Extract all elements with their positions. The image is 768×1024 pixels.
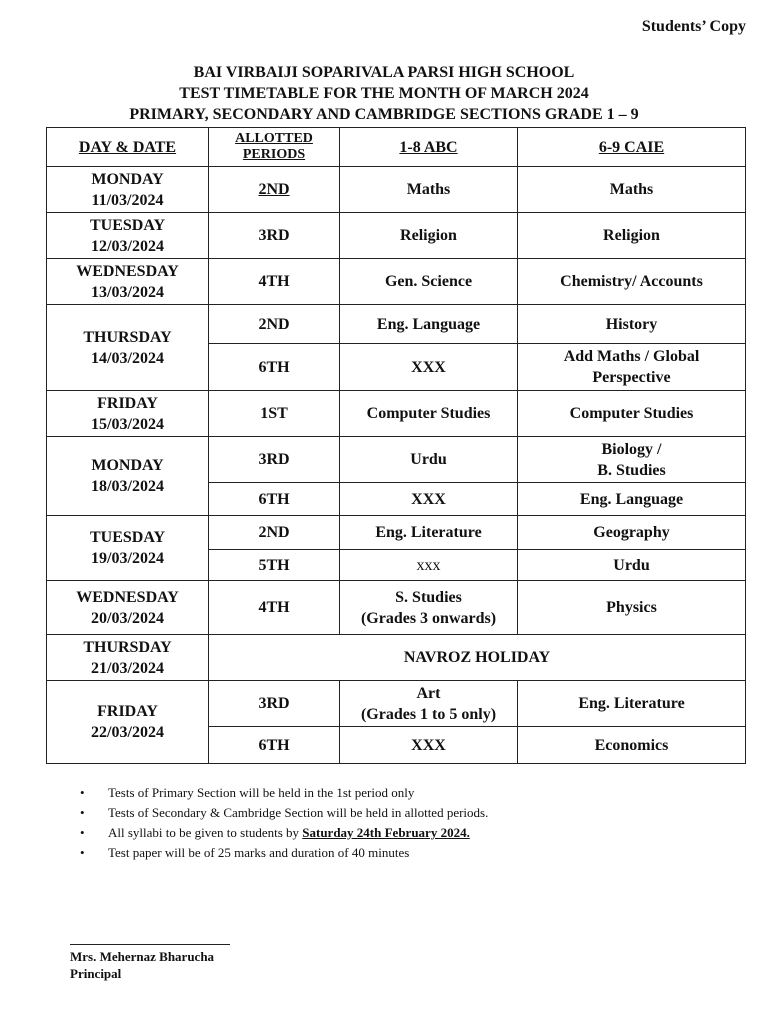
list-item: • Tests of Primary Section will be held in the 1st period only [80, 785, 415, 800]
abc-cell: Urdu [340, 437, 518, 483]
caie-cell: Chemistry/ Accounts [518, 259, 746, 305]
caie-cell: Computer Studies [518, 391, 746, 437]
day-cell: FRIDAY 15/03/2024 [47, 391, 209, 437]
day-cell: MONDAY 11/03/2024 [47, 167, 209, 213]
day-cell: WEDNESDAY 20/03/2024 [47, 581, 209, 635]
caie-cell: Biology / B. Studies [518, 437, 746, 483]
day-cell: TUESDAY 19/03/2024 [47, 516, 209, 581]
school-name: BAI VIRBAIJI SOPARIVALA PARSI HIGH SCHOOL [193, 64, 575, 81]
copy-label: Students’ Copy [641, 18, 746, 35]
caie-cell: Urdu [518, 550, 746, 581]
period-cell: 4TH [209, 259, 340, 305]
table-row [47, 259, 746, 305]
period-cell: 6TH [209, 344, 340, 391]
table-row [47, 391, 746, 437]
abc-cell: XXX [340, 344, 518, 391]
period-cell: 2ND [209, 516, 340, 550]
period-cell: 1ST [209, 391, 340, 437]
day-cell: MONDAY 18/03/2024 [47, 437, 209, 516]
list-item: • All syllabi to be given to students by Saturday 24th February 2024. [80, 825, 470, 840]
abc-cell: Eng. Literature [340, 516, 518, 550]
caie-cell: Economics [518, 727, 746, 764]
abc-cell: Art (Grades 1 to 5 only) [340, 681, 518, 727]
abc-cell: Eng. Language [340, 305, 518, 344]
caie-cell: Add Maths / Global Perspective [518, 344, 746, 391]
caie-cell: Maths [518, 167, 746, 213]
caie-cell: Eng. Language [518, 483, 746, 516]
period-cell: 6TH [209, 727, 340, 764]
table-row [47, 681, 746, 727]
signature-line [70, 944, 230, 945]
notes-list [80, 783, 488, 863]
caie-cell: Eng. Literature [518, 681, 746, 727]
day-cell: THURSDAY 14/03/2024 [47, 305, 209, 391]
table-row [47, 213, 746, 259]
table-row [47, 305, 746, 344]
list-item: • Test paper will be of 25 marks and duration of 40 minutes [80, 845, 410, 860]
col-header-periods: ALLOTTED PERIODS [209, 128, 340, 167]
table-row [47, 516, 746, 550]
principal-name: Mrs. Mehernaz Bharucha [70, 949, 215, 964]
abc-cell: S. Studies (Grades 3 onwards) [340, 581, 518, 635]
abc-cell: Maths [340, 167, 518, 213]
caie-cell: Physics [518, 581, 746, 635]
table-row [47, 581, 746, 635]
period-cell: 3RD [209, 437, 340, 483]
holiday-cell: NAVROZ HOLIDAY [209, 635, 746, 681]
day-cell: TUESDAY 12/03/2024 [47, 213, 209, 259]
timetable-title: TEST TIMETABLE FOR THE MONTH OF MARCH 2024 [179, 85, 589, 102]
principal-role: Principal [70, 966, 122, 981]
abc-cell: Gen. Science [340, 259, 518, 305]
abc-cell: XXX [340, 727, 518, 764]
caie-cell: Geography [518, 516, 746, 550]
table-row [47, 635, 746, 681]
table-header-row [47, 128, 746, 167]
period-cell: 6TH [209, 483, 340, 516]
col-header-day: DAY & DATE [47, 128, 209, 167]
day-cell: THURSDAY 21/03/2024 [47, 635, 209, 681]
period-cell: 3RD [209, 681, 340, 727]
caie-cell: History [518, 305, 746, 344]
timetable-table [46, 127, 746, 764]
table-row [47, 167, 746, 213]
period-cell: 3RD [209, 213, 340, 259]
period-cell: 2ND [209, 305, 340, 344]
sections-subtitle: PRIMARY, SECONDARY AND CAMBRIDGE SECTIONS GRADE 1 – 9 [129, 106, 639, 123]
list-item: • Tests of Secondary & Cambridge Section will be held in allotted periods. [80, 805, 489, 820]
period-cell: 4TH [209, 581, 340, 635]
col-header-caie: 6-9 CAIE [518, 128, 746, 167]
signature-block [70, 948, 214, 982]
caie-cell: Religion [518, 213, 746, 259]
table-row [47, 437, 746, 483]
period-cell: 2ND [209, 167, 340, 213]
col-header-abc: 1-8 ABC [340, 128, 518, 167]
day-cell: FRIDAY 22/03/2024 [47, 681, 209, 764]
day-cell: WEDNESDAY 13/03/2024 [47, 259, 209, 305]
abc-cell: Computer Studies [340, 391, 518, 437]
abc-cell: XXX [340, 483, 518, 516]
period-cell: 5TH [209, 550, 340, 581]
abc-cell: xxx [340, 550, 518, 581]
abc-cell: Religion [340, 213, 518, 259]
